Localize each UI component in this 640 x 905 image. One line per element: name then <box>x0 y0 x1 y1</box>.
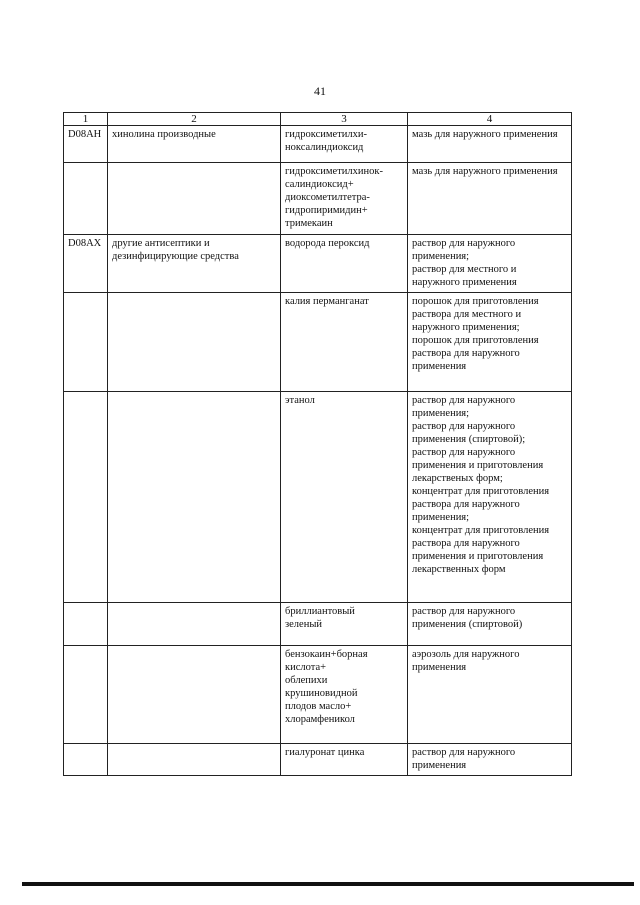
header-row <box>64 113 572 126</box>
atc-code-cell <box>64 646 108 744</box>
table-body <box>64 126 572 776</box>
table-row <box>64 293 572 392</box>
table-row <box>64 163 572 235</box>
column-header-1: 1 <box>64 113 108 126</box>
column-header-2: 2 <box>108 113 281 126</box>
substance-cell: бензокаин+борная кислота+ облепихи крушиновидной плодов масло+ хлорамфеникол <box>281 646 408 744</box>
dosage-form-cell: порошок для приготовления раствора для местного и наружного применения; порошок для приготовления раствора для наружного применения <box>408 293 572 392</box>
group-cell <box>108 744 281 776</box>
atc-code-cell <box>64 744 108 776</box>
column-header-4: 4 <box>408 113 572 126</box>
table-header <box>64 113 572 126</box>
group-cell: другие антисептики и дезинфицирующие средства <box>108 235 281 293</box>
substance-cell: калия перманганат <box>281 293 408 392</box>
atc-code-cell: D08AX <box>64 235 108 293</box>
page-number: 41 <box>314 84 326 98</box>
table-row <box>64 744 572 776</box>
dosage-form-cell: раствор для наружного применения; раствор для наружного применения (спиртовой); раствор для наружного применения и приготовления лекарственых форм; концентрат для приготовления раствора для наружного применения; концентрат для приготовления раствора для наружного применения и приготовления лекарственных форм <box>408 392 572 603</box>
group-cell <box>108 293 281 392</box>
group-cell <box>108 163 281 235</box>
atc-code-cell <box>64 293 108 392</box>
table-row <box>64 392 572 603</box>
substance-cell: этанол <box>281 392 408 603</box>
table-row <box>64 235 572 293</box>
atc-code-cell <box>64 163 108 235</box>
group-cell: хинолина производные <box>108 126 281 163</box>
dosage-form-cell: аэрозоль для наружного применения <box>408 646 572 744</box>
dosage-form-cell: мазь для наружного применения <box>408 163 572 235</box>
table-row <box>64 603 572 646</box>
dosage-form-cell: раствор для наружного применения <box>408 744 572 776</box>
column-header-3: 3 <box>281 113 408 126</box>
atc-code-cell <box>64 392 108 603</box>
substance-cell: гидроксиметилхинок- салиндиоксид+ диоксометилтетра- гидропиримидин+ тримекаин <box>281 163 408 235</box>
group-cell <box>108 646 281 744</box>
dosage-form-cell: мазь для наружного применения <box>408 126 572 163</box>
table-row <box>64 646 572 744</box>
substance-cell: гидроксиметилхи- ноксалиндиоксид <box>281 126 408 163</box>
drug-table <box>63 112 572 776</box>
group-cell <box>108 603 281 646</box>
atc-code-cell <box>64 603 108 646</box>
substance-cell: водорода пероксид <box>281 235 408 293</box>
table-row <box>64 126 572 163</box>
dosage-form-cell: раствор для наружного применения (спиртовой) <box>408 603 572 646</box>
substance-cell: бриллиантовый зеленый <box>281 603 408 646</box>
group-cell <box>108 392 281 603</box>
dosage-form-cell: раствор для наружного применения; раствор для местного и наружного применения <box>408 235 572 293</box>
substance-cell: гиалуронат цинка <box>281 744 408 776</box>
atc-code-cell: D08AH <box>64 126 108 163</box>
footer-rule <box>22 882 634 886</box>
